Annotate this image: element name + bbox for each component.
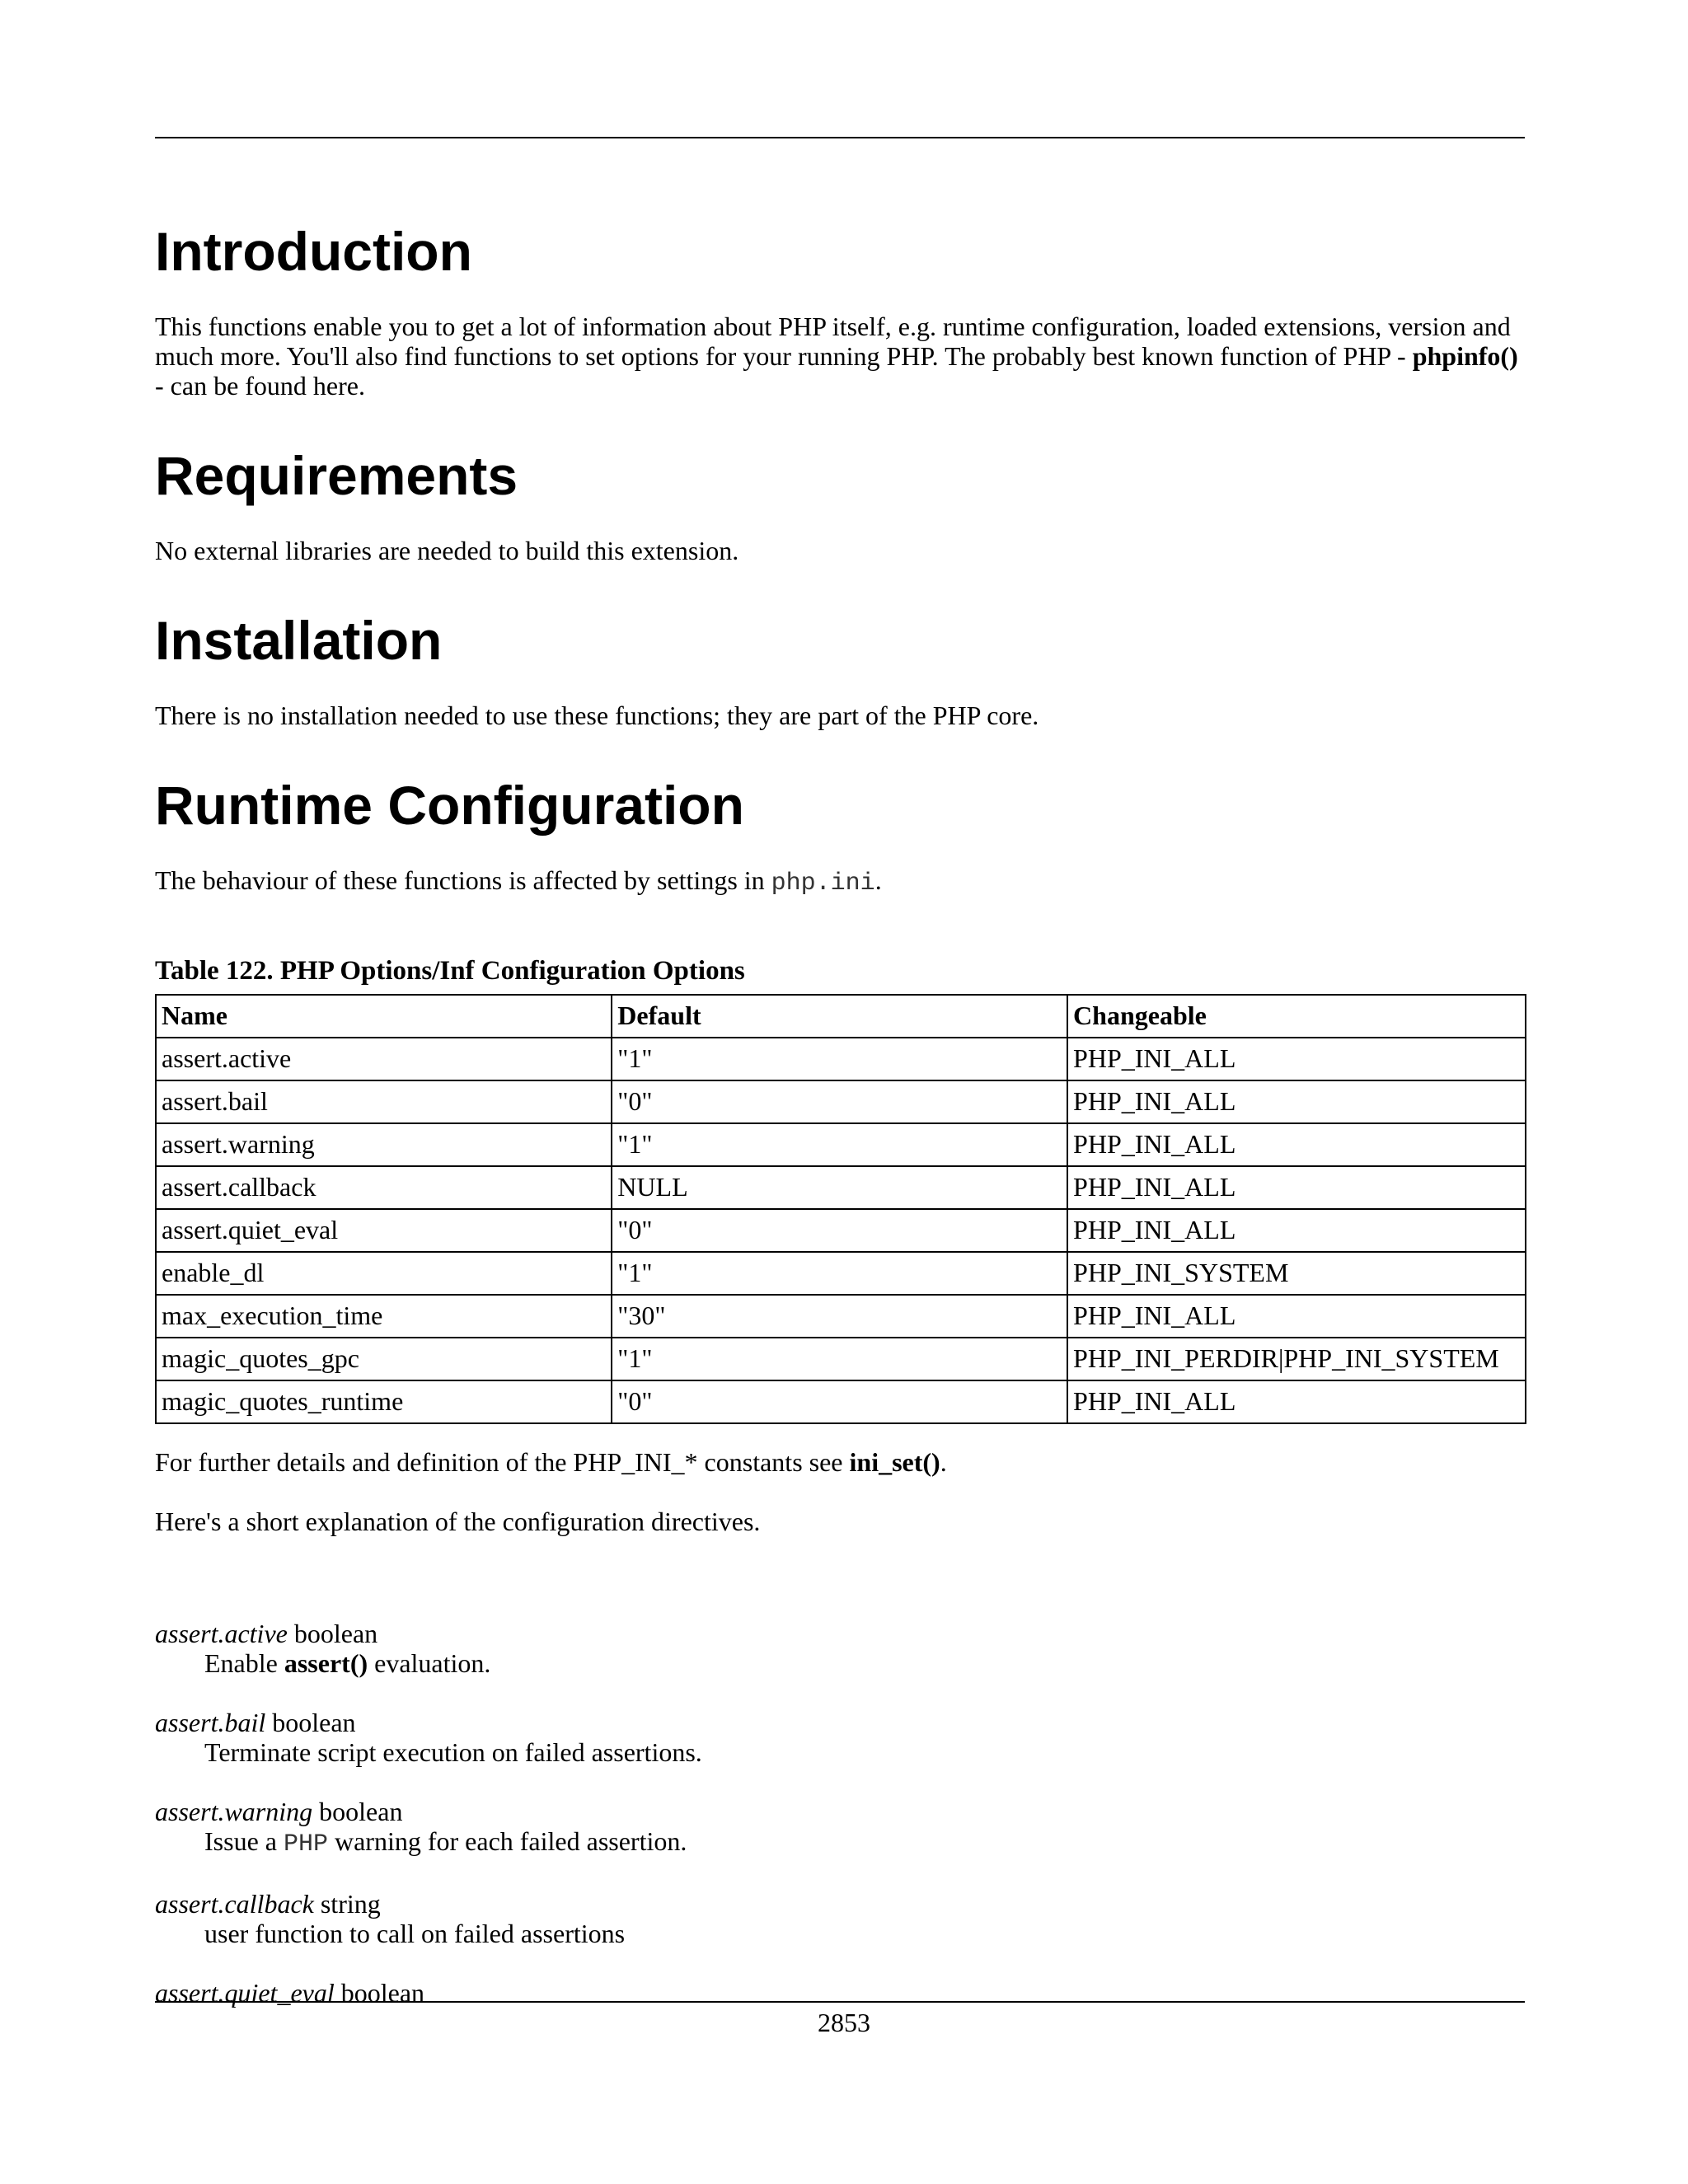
assert-link[interactable]: assert() [284, 1648, 368, 1678]
directive-list [155, 1619, 1525, 2008]
directive-type: boolean [287, 1619, 378, 1648]
ini-set-link[interactable]: ini_set() [849, 1447, 940, 1477]
cell-name: assert.active [156, 1038, 612, 1080]
cell-default: "0" [612, 1080, 1067, 1123]
heading-runtime-configuration: Runtime Configuration [155, 775, 744, 836]
cell-changeable: PHP_INI_ALL [1067, 1123, 1526, 1166]
directive-term [155, 1708, 1525, 1737]
heading-introduction: Introduction [155, 221, 472, 282]
cell-default: "30" [612, 1295, 1067, 1338]
table-row [156, 1380, 1526, 1423]
cell-name: assert.bail [156, 1080, 612, 1123]
runtime-text-end: . [874, 865, 882, 895]
table-row [156, 1038, 1526, 1080]
table-row [156, 1338, 1526, 1380]
directive-name: assert.quiet_eval [155, 1978, 335, 2008]
cell-changeable: PHP_INI_ALL [1067, 1166, 1526, 1209]
directive-description [204, 1826, 1525, 1859]
directive-description [204, 1648, 1525, 1678]
config-options-table [155, 994, 1526, 1424]
table-row [156, 1166, 1526, 1209]
cell-default: "0" [612, 1209, 1067, 1252]
further-text-end: . [940, 1447, 947, 1477]
cell-default: "1" [612, 1123, 1067, 1166]
directive-type: string [313, 1889, 381, 1919]
runtime-text: The behaviour of these functions is affected by settings in [155, 865, 771, 895]
cell-changeable: PHP_INI_ALL [1067, 1080, 1526, 1123]
cell-changeable: PHP_INI_ALL [1067, 1038, 1526, 1080]
description-text-end: evaluation. [368, 1648, 491, 1678]
directive-term [155, 1889, 1525, 1919]
page-number: 2853 [818, 2008, 870, 2037]
table-row [156, 1295, 1526, 1338]
php-acronym: PHP [283, 1830, 328, 1858]
further-details-paragraph [155, 1447, 1525, 1477]
directive-term [155, 1978, 1525, 2008]
description-text-end: warning for each failed assertion. [327, 1826, 687, 1856]
table-caption: Table 122. PHP Options/Inf Configuration Options [155, 956, 745, 986]
content [155, 206, 1525, 2008]
directive-term [155, 1619, 1525, 1648]
cell-changeable: PHP_INI_SYSTEM [1067, 1252, 1526, 1295]
intro-text-end: - can be found here. [155, 371, 365, 401]
heading-requirements: Requirements [155, 445, 518, 506]
further-text: For further details and definition of the PHP_INI_* constants see [155, 1447, 850, 1477]
cell-changeable: PHP_INI_ALL [1067, 1295, 1526, 1338]
explanation-paragraph: Here's a short explanation of the configuration directives. [155, 1507, 761, 1536]
cell-default: "1" [612, 1338, 1067, 1380]
cell-name: assert.callback [156, 1166, 612, 1209]
cell-name: magic_quotes_gpc [156, 1338, 612, 1380]
bottom-rule [155, 2001, 1525, 2003]
installation-paragraph: There is no installation needed to use these functions; they are part of the PHP core. [155, 701, 1039, 730]
cell-default: NULL [612, 1166, 1067, 1209]
cell-default: "1" [612, 1038, 1067, 1080]
description-text: Issue a [204, 1826, 284, 1856]
table-row [156, 1123, 1526, 1166]
directive-description: Terminate script execution on failed assertions. [204, 1737, 702, 1767]
cell-changeable: PHP_INI_ALL [1067, 1380, 1526, 1423]
phpinfo-link[interactable]: phpinfo() [1412, 341, 1518, 371]
column-header-name: Name [156, 995, 612, 1038]
php-ini-filename: php.ini [771, 869, 875, 898]
intro-text: This functions enable you to get a lot of information about PHP itself, e.g. runtime configuration, loaded extensions, version and much more. You'll also find functions to set options for your running PHP. The probably best known function of PHP - [155, 312, 1511, 371]
cell-name: max_execution_time [156, 1295, 612, 1338]
description-text: Enable [204, 1648, 284, 1678]
cell-name: enable_dl [156, 1252, 612, 1295]
directive-name: assert.warning [155, 1797, 313, 1826]
cell-changeable: PHP_INI_PERDIR|PHP_INI_SYSTEM [1067, 1338, 1526, 1380]
directive-term [155, 1797, 1525, 1826]
runtime-paragraph [155, 865, 1525, 898]
directive-name: assert.callback [155, 1889, 314, 1919]
heading-installation: Installation [155, 610, 443, 671]
cell-name: magic_quotes_runtime [156, 1380, 612, 1423]
requirements-paragraph: No external libraries are needed to build this extension. [155, 536, 739, 565]
directive-type: boolean [265, 1708, 356, 1737]
directive-name: assert.bail [155, 1708, 266, 1737]
cell-default: "1" [612, 1252, 1067, 1295]
directive-name: assert.active [155, 1619, 288, 1648]
top-rule [155, 137, 1525, 138]
directive-type: boolean [312, 1797, 403, 1826]
table-header-row [156, 995, 1526, 1038]
cell-default: "0" [612, 1380, 1067, 1423]
cell-name: assert.quiet_eval [156, 1209, 612, 1252]
table-row [156, 1252, 1526, 1295]
column-header-default: Default [612, 995, 1067, 1038]
directive-type: boolean [334, 1978, 425, 2008]
column-header-changeable: Changeable [1067, 995, 1526, 1038]
intro-paragraph [155, 312, 1525, 401]
cell-name: assert.warning [156, 1123, 612, 1166]
table-row [156, 1209, 1526, 1252]
cell-changeable: PHP_INI_ALL [1067, 1209, 1526, 1252]
directive-description: user function to call on failed assertions [204, 1919, 626, 1948]
table-row [156, 1080, 1526, 1123]
